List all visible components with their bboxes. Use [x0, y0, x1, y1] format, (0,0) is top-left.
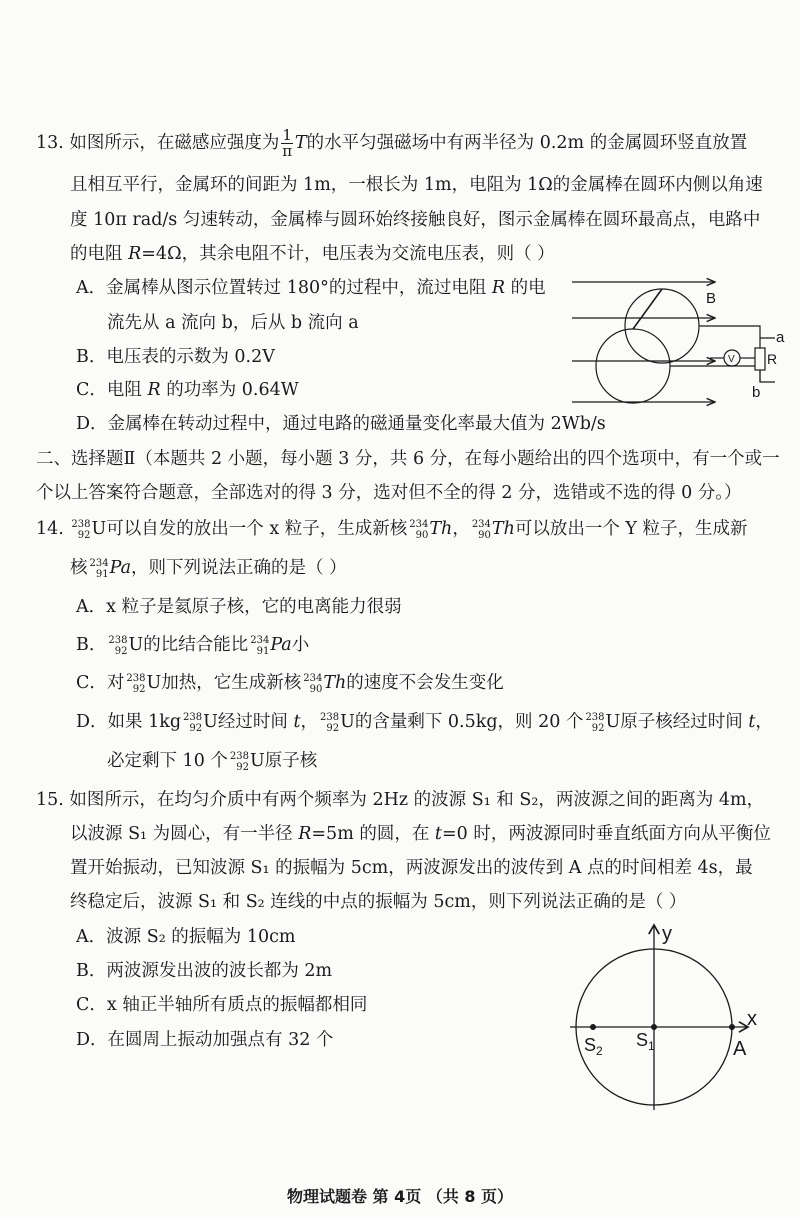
source-s2-dot	[590, 1024, 596, 1030]
text: S	[584, 1035, 597, 1055]
subscript: 1	[648, 1039, 655, 1053]
text: 核	[70, 558, 88, 578]
q14-line2	[70, 555, 347, 581]
nuclide-u238	[126, 673, 145, 695]
mass-number: 238	[71, 518, 91, 530]
text: 原子核	[264, 751, 318, 771]
text: 的速度不会发生变化	[346, 673, 504, 693]
label-y: y	[662, 923, 672, 945]
text: 的电	[505, 278, 546, 298]
label-x: x	[747, 1008, 757, 1030]
q15-line3: 置开始振动，已知波源 S₁ 的振幅为 5cm，两波源发出的波传到 A 点的时间相差 4s，最	[70, 858, 753, 878]
text: 如图所示，在均匀介质中有两个频率为 2Hz 的波源 S₁ 和 S₂，两波源之间的距离为 4m，	[69, 790, 765, 810]
q15-option-c: C．x 轴正半轴所有质点的振幅都相同	[76, 995, 368, 1015]
mass-number: 234	[250, 634, 270, 646]
q13-option-c	[76, 377, 299, 403]
text: ，则下列说法正确的是（ ）	[131, 558, 347, 578]
text: 可以自发的放出一个 x 粒子，生成新核	[106, 519, 408, 539]
section2-line2: 个以上答案符合题意，全部选对的得 3 分，选对但不全的得 2 分，选错或不选的得 0 分。）	[36, 483, 742, 503]
text: D．如果 1kg	[76, 712, 182, 732]
atomic-number: 92	[591, 722, 605, 734]
var-t: t	[434, 824, 442, 844]
mass-number: 238	[108, 634, 128, 646]
fraction-numerator: 1	[282, 126, 292, 144]
q13-line1	[36, 128, 747, 159]
point-a-dot	[729, 1024, 735, 1030]
element-symbol: U	[91, 519, 107, 539]
mass-number: 238	[585, 711, 605, 723]
text: 必定剩下 10 个	[107, 751, 228, 771]
wire-top	[699, 326, 775, 338]
q15-line4: 终稳定后，波源 S₁ 和 S₂ 连线的中点的振幅为 5cm，则下列说法正确的是（ ）	[70, 892, 687, 912]
text: 的功率为 0.64W	[160, 380, 299, 400]
q13-option-b: B．电压表的示数为 0.2V	[76, 347, 275, 367]
var-t: t	[748, 712, 756, 732]
element-symbol: U	[146, 673, 162, 693]
nuclide-th234	[303, 673, 322, 695]
q13-option-d: D．金属棒在转动过程中，通过电路的磁通量变化率最大值为 2Wb/s	[76, 414, 606, 434]
text: B．	[76, 635, 107, 655]
text: 的含量剩下 0.5kg，则 20 个	[354, 712, 584, 732]
fraction-denominator: π	[282, 142, 293, 160]
element-symbol: U	[605, 712, 621, 732]
mass-number: 234	[303, 672, 323, 684]
q14-line1	[36, 516, 748, 542]
q14-option-b	[76, 632, 309, 658]
text: =5m 的圆，在	[311, 824, 435, 844]
element-symbol: U	[128, 635, 144, 655]
label-a: A	[733, 1038, 747, 1060]
text: 以波源 S₁ 为圆心，有一半径	[70, 824, 299, 844]
nuclide-th234	[409, 519, 428, 541]
atomic-number: 90	[415, 529, 429, 541]
label-s2	[584, 1035, 603, 1058]
q14-option-d-cont	[107, 748, 317, 774]
atomic-number: 91	[256, 645, 270, 657]
text: =0 时，两波源同时垂直纸面方向从平衡位	[441, 824, 771, 844]
q13-line4	[70, 241, 555, 267]
var-R: R	[298, 824, 312, 844]
nuclide-u238	[71, 519, 90, 541]
label-B: B	[706, 290, 717, 307]
q14-option-a: A．x 粒子是氦原子核，它的电离能力很弱	[76, 597, 402, 617]
label-a: a	[776, 329, 785, 346]
atomic-number: 90	[478, 529, 491, 541]
q13-line2: 且相互平行，金属环的间距为 1m，一根长为 1m，电阻为 1Ω的金属棒在圆环内侧以角速	[70, 175, 763, 195]
atomic-number: 92	[77, 529, 91, 541]
label-s1	[636, 1030, 655, 1053]
label-V: V	[728, 354, 735, 365]
text: ，	[755, 712, 773, 732]
mass-number: 238	[229, 750, 249, 762]
unit-tesla: T	[294, 133, 307, 153]
q13-text: 如图所示，在磁感应强度为	[69, 133, 280, 153]
text: C．对	[76, 673, 125, 693]
source-s1-dot	[651, 1024, 657, 1030]
q15-line1	[36, 787, 764, 813]
q14-number: 14.	[36, 519, 64, 539]
metal-rod	[633, 289, 662, 329]
atomic-number: 91	[95, 568, 109, 580]
text: =4Ω，其余电阻不计，电压表为交流电压表，则（ ）	[141, 244, 555, 264]
nuclide-u238	[230, 751, 249, 773]
var-R: R	[491, 278, 506, 298]
q13-text: 的水平匀强磁场中有两半径为 0.2m 的金属圆环竖直放置	[306, 133, 748, 153]
element-symbol: Pa	[109, 558, 132, 578]
nuclide-pa234	[90, 558, 109, 580]
nuclide-pa234	[250, 635, 269, 657]
text: S	[636, 1030, 649, 1050]
label-b: b	[752, 384, 761, 401]
mass-number: 238	[320, 711, 340, 723]
q13-option-a-cont: 流先从 a 流向 b，后从 b 流向 a	[107, 313, 359, 333]
q15-line2	[70, 821, 771, 847]
q14-option-d	[76, 709, 773, 735]
text: 小	[291, 635, 310, 655]
atomic-number: 92	[114, 645, 128, 657]
text: 加热，它生成新核	[161, 673, 302, 693]
q13-option-a	[76, 275, 546, 301]
text: 原子核经过时间	[620, 712, 749, 732]
q15-option-d: D．在圆周上振动加强点有 32 个	[76, 1030, 334, 1050]
mass-number: 234	[89, 557, 109, 569]
element-symbol: Th	[429, 519, 453, 539]
element-symbol: U	[203, 712, 218, 732]
q13-fraction	[281, 128, 293, 159]
text: ，	[452, 519, 470, 539]
mass-number: 234	[409, 518, 429, 530]
mass-number: 238	[183, 711, 203, 723]
element-symbol: Th	[323, 673, 347, 693]
subscript: 2	[596, 1044, 603, 1058]
atomic-number: 90	[309, 683, 323, 695]
q15-number: 15.	[36, 790, 64, 810]
text: ，	[300, 712, 318, 732]
var-R: R	[147, 380, 161, 400]
q13-line3: 度 10π rad/s 匀速转动，金属棒与圆环始终接触良好，图示金属棒在圆环最高点，电路中	[70, 210, 761, 230]
q15-figure	[570, 920, 785, 1120]
atomic-number: 92	[189, 722, 203, 734]
nuclide-th234	[472, 519, 491, 541]
element-symbol: Pa	[270, 635, 292, 655]
text: 的电阻	[70, 244, 129, 264]
text: 的比结合能比	[143, 635, 249, 655]
var-t: t	[293, 712, 301, 732]
q13-number: 13.	[36, 133, 64, 153]
text: A．金属棒从图示位置转过 180°的过程中，流过电阻	[76, 278, 492, 298]
atomic-number: 92	[132, 683, 146, 695]
q15-option-a: A．波源 S₂ 的振幅为 10cm	[76, 927, 296, 947]
mass-number: 238	[126, 672, 146, 684]
q13-figure	[570, 270, 800, 420]
element-symbol: U	[340, 712, 355, 732]
page-footer: 物理试题卷 第 4页 （共 8 页）	[286, 1187, 514, 1206]
nuclide-u238	[585, 712, 604, 734]
q14-option-c	[76, 670, 504, 696]
mass-number: 234	[471, 518, 491, 530]
text: 经过时间	[217, 712, 294, 732]
element-symbol: Th	[491, 519, 515, 539]
nuclide-u238	[108, 635, 127, 657]
element-symbol: U	[250, 751, 265, 771]
var-R: R	[128, 244, 142, 264]
nuclide-u238	[183, 712, 202, 734]
nuclide-u238	[320, 712, 339, 734]
text: 可以放出一个 Y 粒子，生成新	[514, 519, 748, 539]
resistor	[755, 348, 765, 370]
atomic-number: 92	[236, 761, 249, 773]
label-R: R	[767, 351, 778, 367]
section2-line1: 二、选择题Ⅱ（本题共 2 小题，每小题 3 分，共 6 分，在每小题给出的四个选项中，有一个或一	[36, 449, 780, 469]
text: C．电阻	[76, 380, 148, 400]
ring-front	[596, 329, 670, 403]
atomic-number: 92	[326, 722, 340, 734]
q15-option-b: B．两波源发出波的波长都为 2m	[76, 961, 333, 981]
